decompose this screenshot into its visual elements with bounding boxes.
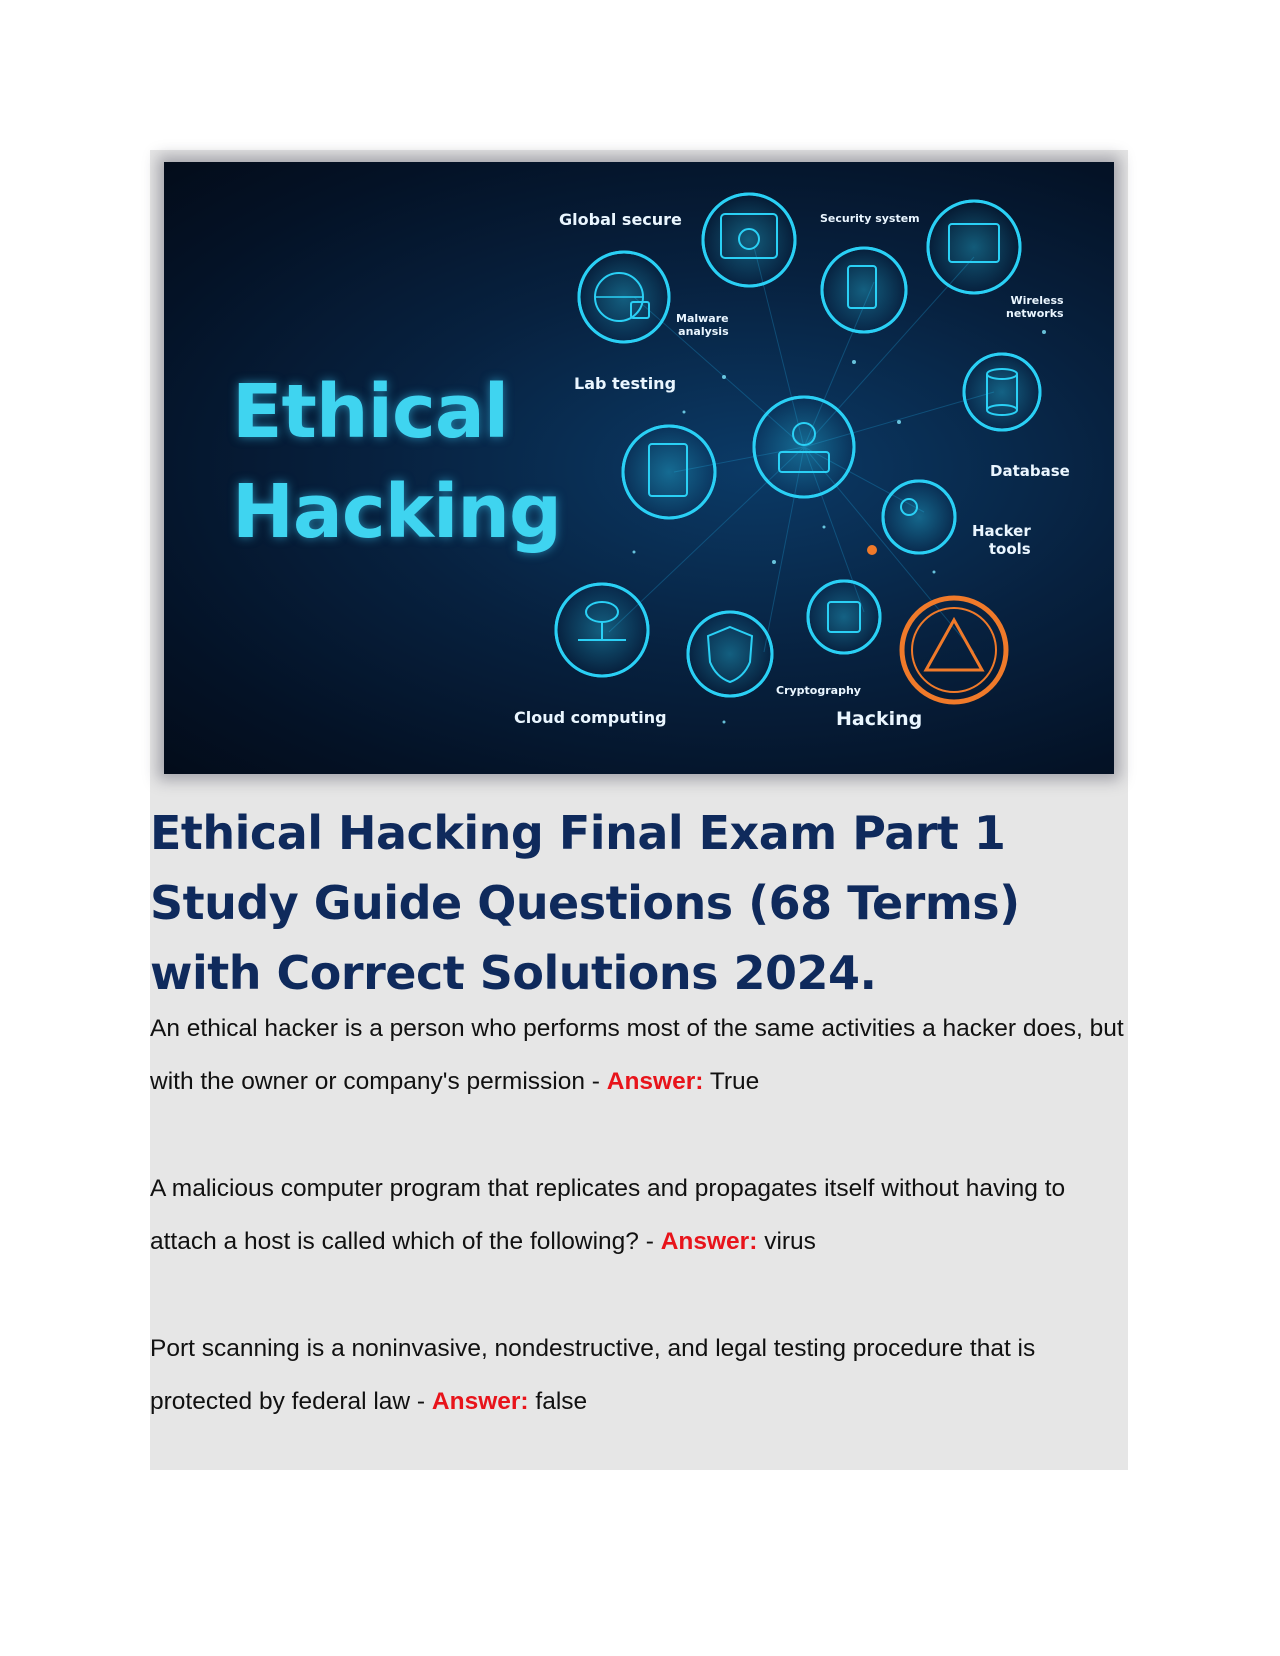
document-title: Ethical Hacking Final Exam Part 1 Study Guide Questions (68 Terms) with Correct Solutions 2024. [150,806,1020,1000]
global-secure-ring-icon [579,252,669,342]
shield-lock-ring-icon [688,612,772,696]
question-item-1 [150,1002,1128,1108]
icon-rings [556,194,1040,696]
label-cloud-computing: Cloud computing [514,708,667,727]
cloud-computing-ring-icon [556,584,648,676]
label-hacker-tools [972,522,1031,558]
banner-title-line2: Hacking [232,469,561,555]
banner-title [232,362,561,562]
question-separator: - [638,1228,661,1255]
label-malware-line2: analysis [678,325,729,338]
malware-analysis-ring-icon [703,194,795,286]
document-page-block [150,150,1128,1470]
database-ring-icon [964,354,1040,430]
answer-label: Answer: [606,1068,704,1095]
label-wireless-line2: networks [1006,307,1064,320]
question-item-3 [150,1322,1128,1428]
answer-value: True [709,1068,760,1095]
banner-title-line1: Ethical [232,369,509,455]
label-malware-line1: Malware [676,312,729,325]
orange-dot [867,545,877,555]
label-wireless-line1: Wireless [1010,294,1064,307]
label-database: Database [990,462,1070,480]
label-wireless-networks [1006,294,1064,320]
ethical-hacking-banner-image [164,162,1114,774]
question-text: An ethical hacker is a person who performs most of the same activities a hacker does, but with the owner or company's permission [150,1015,1124,1095]
question-separator: - [584,1068,607,1095]
label-global-secure: Global secure [559,210,682,229]
label-security-system: Security system [820,212,920,225]
lab-testing-ring-icon [623,426,715,518]
label-lab-testing: Lab testing [574,374,677,393]
answer-label: Answer: [431,1388,529,1415]
question-text: Port scanning is a noninvasive, nondestructive, and legal testing procedure that is protected by federal law [150,1335,1036,1415]
answer-value: false [535,1388,588,1415]
label-hacker-tools-line1: Hacker [972,522,1031,540]
label-cryptography: Cryptography [776,684,861,697]
question-item-2 [150,1162,1128,1268]
cryptography-ring-icon [808,581,880,653]
wireless-networks-ring-icon [928,201,1020,293]
answer-label: Answer: [660,1228,758,1255]
answer-value: virus [764,1228,816,1255]
label-hacking: Hacking [836,708,923,730]
security-system-ring-icon [822,248,906,332]
center-user-ring-icon [754,397,854,497]
hacking-alert-ring-icon [902,598,1006,702]
question-separator: - [410,1388,432,1415]
label-malware-analysis [676,312,729,338]
hacker-tools-ring-icon [883,481,955,553]
label-hacker-tools-line2: tools [988,540,1031,558]
question-text: A malicious computer program that replicates and propagates itself without having to attach a host is called which of the following? [150,1175,1066,1255]
